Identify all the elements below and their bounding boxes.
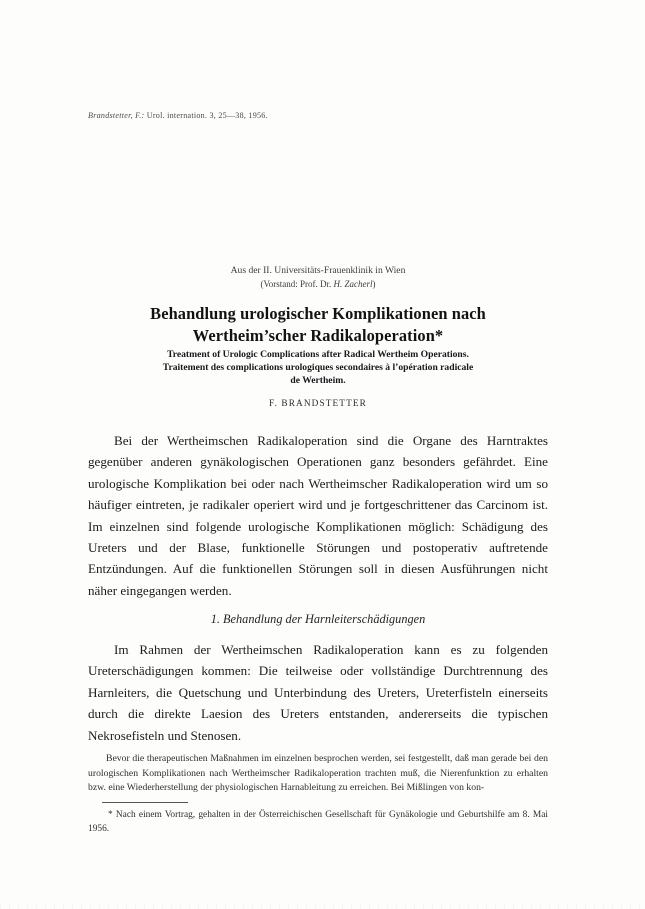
citation-reference: Urol. internation. 3, 25—38, 1956.: [144, 111, 268, 120]
footnote-divider: [102, 802, 188, 803]
paragraph-text: Bei der Wertheimschen Radikaloperation sind die Organe des Harntraktes gegenüber anderen gynäkologischen Operationen ganz besonders gefährdet. Eine urologische Komplikation bei oder nach Wertheimscher Radikaloperation wird um so häufiger eintreten, je radikaler operiert wird und je fortgeschrittener das Carcinom ist. Im einzelnen sind folgende urologische Komplikationen möglich: Schädigung des Ureters und der Blase, funktionelle Störungen und postoperativ auftretende Entzündungen. Auf die funktionellen Störungen soll in diesen Ausführungen nicht näher eingegangen werden.: [88, 433, 548, 598]
author-byline: F. BRANDSTETTER: [269, 399, 367, 409]
citation-author: Brandstetter, F.:: [88, 111, 145, 120]
body-paragraph-2: [88, 639, 548, 746]
vorstand-name: H. Zacherl: [333, 278, 373, 289]
footnote-text: * Nach einem Vortrag, gehalten in der Österreichischen Gesellschaft für Gynäkologie und Geburtshilfe am 8. Mai 1956.: [88, 810, 548, 835]
affiliation-block: [88, 264, 548, 291]
scan-speckle-artifact: [0, 903, 645, 909]
vorstand-prefix: (Vorstand: Prof. Dr.: [260, 278, 334, 289]
body-paragraph-petit: [88, 752, 548, 796]
subtitle-french: [88, 361, 548, 387]
subtitle-french-line-2: de Wertheim.: [290, 375, 346, 387]
subtitle-french-line-1: Traitement des complications urologiques secondaires à l’opération radicale: [162, 362, 474, 373]
title-line-1: Behandlung urologischer Komplikationen nach: [150, 304, 486, 323]
footnote-block: [88, 808, 548, 836]
section-heading-1: 1. Behandlung der Harnleiterschädigungen: [210, 612, 426, 626]
running-citation: [88, 111, 268, 120]
vorstand-suffix: ): [372, 278, 376, 289]
affiliation-institute: Aus der II. Universitäts-Frauenklinik in Wien: [230, 265, 406, 276]
subtitle-english: Treatment of Urologic Complications after Radical Wertheim Operations.: [167, 349, 469, 360]
text-block: [88, 0, 548, 909]
body-paragraph-1: [88, 430, 548, 601]
paragraph-text: Bevor die therapeutischen Maßnahmen im einzelnen besprochen werden, sei festgestellt, daß man gerade bei den urologischen Komplikationen nach Wertheimscher Radikaloperation trachten muß, die Nierenfunktion zu erhalten bzw. eine Wiederherstellung der physiologischen Harnableitung zu erreichen. Bei Mißlingen von kon-: [88, 753, 548, 794]
title-line-2: Wertheim’scher Radikaloperation*: [192, 325, 444, 345]
page-title: [88, 303, 548, 346]
affiliation-head: [88, 278, 548, 292]
paragraph-text: Im Rahmen der Wertheimschen Radikaloperation kann es zu folgenden Ureterschädigungen kommen: Die teilweise oder vollständige Durchtrennung des Harnleiters, die Quetschung und Unterbindung des Ureters, Ureterfisteln einerseits durch die direkte Laesion des Ureters entstanden, andererseits die typischen Nekrosefisteln und Stenosen.: [88, 642, 548, 743]
